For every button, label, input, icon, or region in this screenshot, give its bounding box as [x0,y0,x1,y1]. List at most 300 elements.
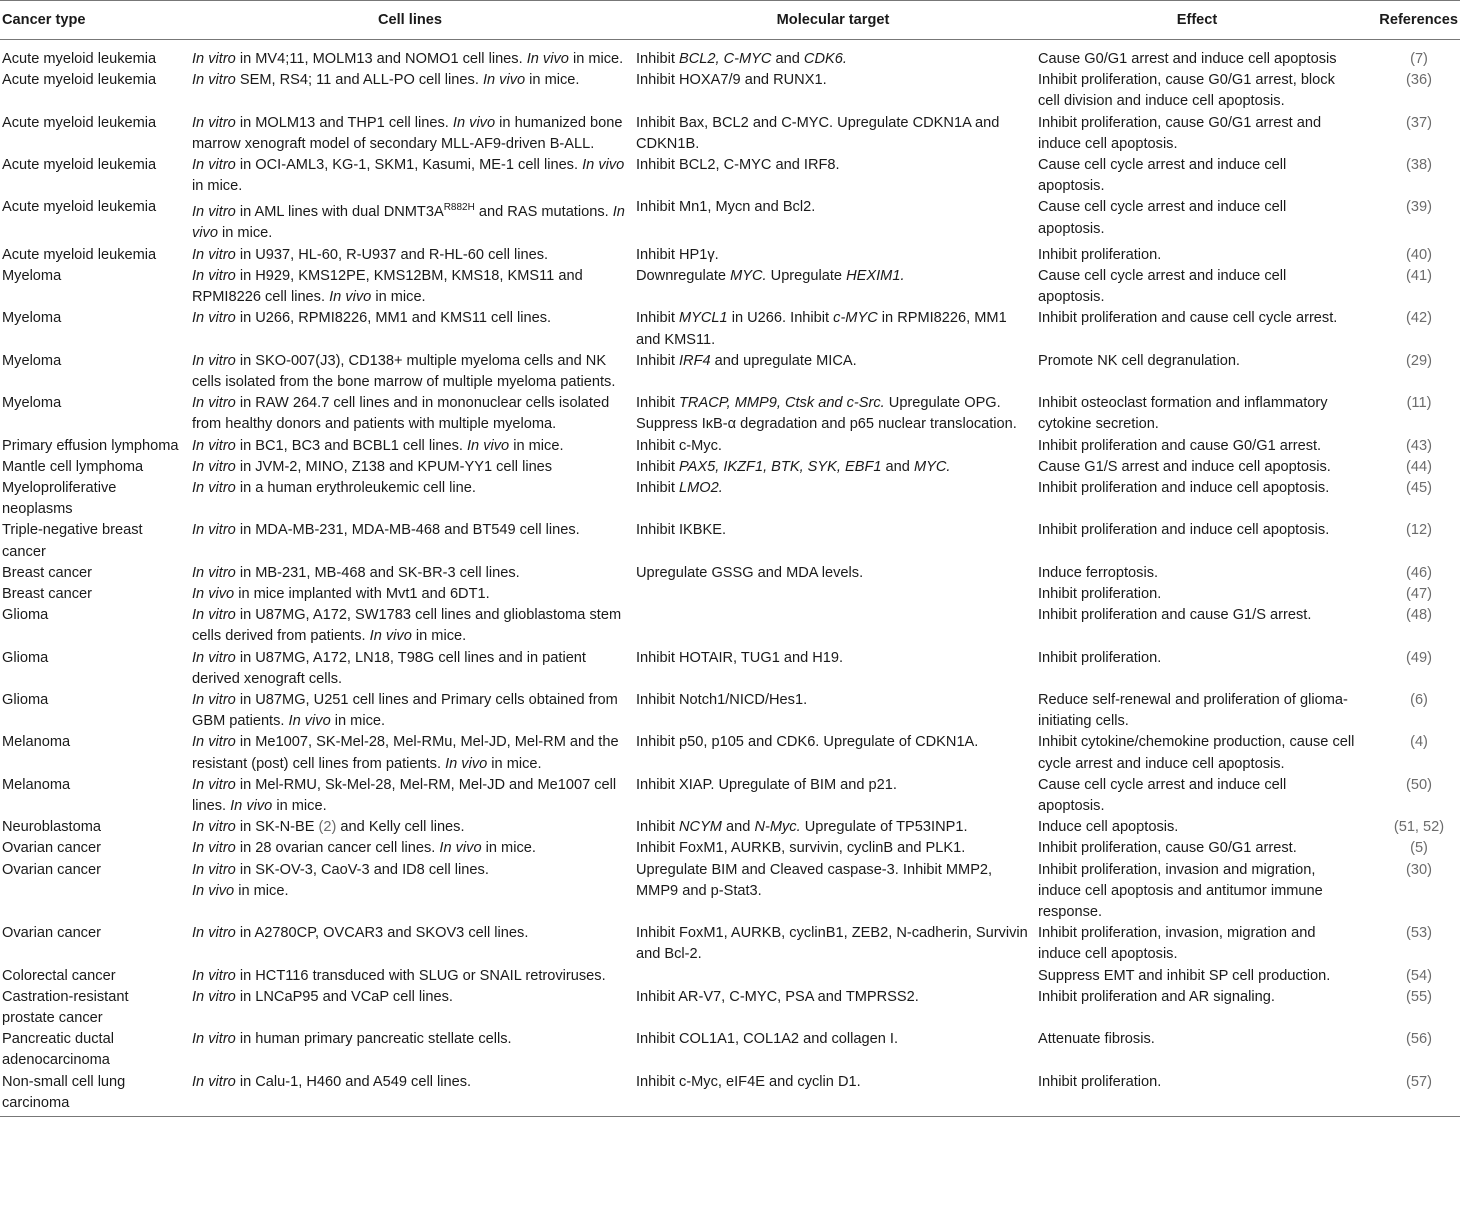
text-segment: in mice. [487,755,542,772]
text-segment: in OCI-AML3, KG-1, SKM1, Kasumi, ME-1 cell lines. [235,157,583,174]
header-references: References [1360,1,1460,40]
text-segment: In vivo [482,72,526,89]
text-segment: in mice implanted with Mvt1 and 6DT1. [234,585,490,602]
cancer-type-cell: Castration-resistant prostate cancer [2,988,129,1026]
reference-cell: (50) [1406,776,1432,793]
cancer-type-cell: Ovarian cancer [2,840,101,857]
text-segment: In vitro [192,114,236,131]
text-segment: Inhibit IKBKE. [636,522,727,539]
cancer-type-cell: Colorectal cancer [2,967,116,984]
text-segment: Inhibit [636,395,679,412]
cancer-type-cell: Myeloma [2,352,62,369]
cancer-type-cell: Neuroblastoma [2,819,101,836]
table-header [0,1,1460,40]
effect-cell: Cause G1/S arrest and induce cell apoptosis. [1038,458,1331,475]
text-segment: Inhibit Notch1/NICD/Hes1. [636,691,808,708]
effect-cell: Inhibit proliferation. [1038,585,1162,602]
text-segment: LMO2. [679,479,723,496]
text-segment: In vitro [192,691,236,708]
cell-lines-cell [188,732,632,774]
text-segment: In vitro [192,522,236,539]
text-segment: MYC. [913,458,951,475]
molecular-target-cell [632,351,1034,393]
text-segment: In vivo [288,713,331,730]
cancer-type-cell: Triple-negative breast cancer [2,522,143,560]
molecular-target-cell [632,584,1034,605]
reference-cell: (55) [1406,988,1432,1005]
table-row [0,563,1460,584]
molecular-target-cell [632,690,1034,732]
text-segment: In vitro [192,819,236,836]
molecular-target-cell [632,197,1034,244]
cell-lines-cell [188,966,632,987]
reference-cell: (36) [1406,72,1432,89]
table-row [0,648,1460,690]
table-row [0,732,1460,774]
cancer-type-cell: Primary effusion lymphoma [2,437,179,454]
text-segment: Inhibit HOXA7/9 and RUNX1. [636,72,827,89]
header-cancer-type: Cancer type [0,1,188,40]
text-segment: in U266, RPMI8226, MM1 and KMS11 cell lines. [235,310,552,327]
cell-lines-cell [188,838,632,859]
cancer-type-cell: Acute myeloid leukemia [2,246,157,263]
molecular-target-cell [632,817,1034,838]
table-row [0,605,1460,647]
text-segment: In vivo [192,882,235,899]
text-segment: and [721,819,755,836]
cancer-type-cell: Myeloma [2,310,62,327]
cell-lines-cell [188,197,632,244]
reference-cell: (46) [1406,564,1432,581]
effect-cell: Promote NK cell degranulation. [1038,352,1240,369]
text-segment: c-MYC [833,310,878,327]
text-segment: Inhibit AR-V7, C-MYC, PSA and TMPRSS2. [636,988,919,1005]
cancer-type-cell: Myeloproliferative neoplasms [2,479,117,518]
table-body [0,40,1460,1117]
text-segment: in RPMI8226, MM1 and KMS11. [636,310,1007,348]
text-segment: in mice. [481,840,536,857]
cell-lines-cell [188,351,632,393]
effect-cell: Inhibit proliferation. [1034,1072,1360,1117]
reference-cell: (49) [1406,649,1432,666]
cell-lines-cell [188,478,632,520]
cancer-type-cell: Glioma [2,607,49,624]
molecular-target-cell [632,308,1034,350]
text-segment: in human primary pancreatic stellate cells. [235,1031,512,1048]
text-segment: Inhibit XIAP. Upregulate of BIM and p21. [636,776,897,793]
text-segment: in LNCaP95 and VCaP cell lines. [235,988,453,1005]
text-segment: in JVM-2, MINO, Z138 and KPUM-YY1 cell lines [235,458,553,475]
cell-lines-cell [188,245,632,266]
text-segment: BCL2, C-MYC [679,51,772,67]
text-segment: Inhibit p50, p105 and CDK6. Upregulate of CDKN1A. [636,734,979,751]
text-segment: in MDA-MB-231, MDA-MB-468 and BT549 cell lines. [235,522,580,539]
cancer-type-cell: Acute myeloid leukemia [2,72,157,89]
molecular-target-cell [632,457,1034,478]
cell-lines-cell [188,648,632,690]
effect-cell: Inhibit proliferation, cause G0/G1 arrest and induce cell apoptosis. [1038,114,1322,152]
text-segment: In vivo [452,114,496,131]
text-segment: Upregulate [766,267,847,284]
table-row [0,584,1460,605]
molecular-target-cell [632,732,1034,774]
header-effect: Effect [1034,1,1360,40]
table-row [0,393,1460,435]
text-segment: MYCL1 [679,310,728,327]
text-segment: In vivo [582,157,625,174]
reference-cell: (41) [1406,267,1432,284]
reference-cell: (30) [1406,861,1432,878]
cell-lines-cell [188,987,632,1029]
cell-lines-cell [188,1029,632,1071]
text-segment: in Calu-1, H460 and A549 cell lines. [235,1073,472,1090]
table-row [0,520,1460,562]
cell-lines-cell [188,817,632,838]
text-segment: Upregulate BIM and Cleaved caspase-3. Inhibit MMP2, MMP9 and p-Stat3. [636,861,993,899]
effect-cell: Inhibit proliferation. [1038,649,1162,666]
reference-cell: (54) [1406,967,1432,984]
text-segment: Upregulate of TP53INP1. [800,819,968,836]
text-segment: MYC. [730,267,767,284]
text-segment: in AML lines with dual DNMT3A [235,204,444,221]
text-segment: In vitro [192,352,236,369]
text-segment: in A2780CP, OVCAR3 and SKOV3 cell lines. [235,925,529,942]
table-row [0,113,1460,155]
text-segment: in SK-OV-3, CaoV-3 and ID8 cell lines. [235,861,489,878]
molecular-target-cell [632,838,1034,859]
reference-cell: (7) [1410,51,1428,67]
text-segment: In vitro [192,51,236,67]
text-segment: in SKO-007(J3), CD138+ multiple myeloma cells and NK cells isolated from the bone marrow of multiple myeloma patients. [192,352,616,390]
text-segment: Inhibit c-Myc, eIF4E and cyclin D1. [636,1073,861,1090]
text-segment: In vitro [192,72,236,89]
effect-cell: Inhibit proliferation and cause cell cycle arrest. [1038,310,1338,327]
text-segment: Inhibit BCL2, C-MYC and IRF8. [636,157,840,174]
text-segment: in U87MG, U251 cell lines and Primary cells obtained from GBM patients. [192,691,618,730]
table-row [0,817,1460,838]
cell-lines-cell [188,393,632,435]
text-segment: in mice. [371,289,426,306]
text-segment: In vitro [192,1031,236,1048]
effect-cell: Cause cell cycle arrest and induce cell apoptosis. [1038,199,1287,237]
reference-cell: (56) [1406,1031,1432,1048]
reference-cell: (37) [1406,114,1432,131]
table-row [0,155,1460,197]
text-segment: In vitro [192,204,236,221]
text-segment: Inhibit c-Myc. [636,437,722,454]
text-segment: PAX5, IKZF1, BTK, SYK, EBF1 [679,458,882,475]
text-segment: In vitro [192,840,236,857]
cell-lines-cell [188,113,632,155]
text-segment: in mice. [330,713,386,730]
cancer-type-cell: Myeloma [2,395,62,412]
cell-lines-cell [188,40,632,71]
cancer-type-cell: Acute myeloid leukemia [2,114,157,131]
text-segment: (2) [318,819,337,836]
text-segment: In vitro [192,395,236,412]
molecular-target-cell [632,966,1034,987]
table-row [0,70,1460,112]
text-segment: Inhibit [636,458,679,475]
text-segment: Inhibit Mn1, Mycn and Bcl2. [636,199,816,216]
molecular-target-cell [632,40,1034,71]
text-segment: TRACP, MMP9, Ctsk and c-Src. [679,395,885,412]
table-row [0,987,1460,1029]
cancer-type-cell: Melanoma [2,734,71,751]
table-row [0,690,1460,732]
text-segment: Inhibit [636,352,679,369]
cancer-type-cell: Melanoma [2,776,71,793]
table-row [0,923,1460,965]
cancer-type-cell: Ovarian cancer [2,925,101,942]
reference-cell: (44) [1406,458,1432,475]
cell-lines-cell [188,923,632,965]
effect-cell: Induce cell apoptosis. [1038,819,1179,836]
text-segment: Upregulate OPG. Suppress IκB-α degradation and p65 nuclear translocation. [636,395,1017,433]
molecular-target-cell [632,923,1034,965]
text-segment: in a human erythroleukemic cell line. [235,479,476,496]
text-segment: in Mel-RMU, Sk-Mel-28, Mel-RM, Mel-JD and Me1007 cell lines. [192,776,617,814]
table-row [0,457,1460,478]
header-molecular-target: Molecular target [632,1,1034,40]
molecular-target-cell [632,266,1034,308]
table-row [0,40,1460,71]
effect-cell: Inhibit proliferation, invasion and migration, induce cell apoptosis and antitumor immune response. [1038,861,1323,920]
effect-cell: Suppress EMT and inhibit SP cell production. [1038,967,1331,984]
text-segment: SEM, RS4; 11 and ALL-PO cell lines. [235,72,483,89]
reference-cell: (38) [1406,157,1432,174]
reference-cell: (5) [1410,840,1428,857]
effect-cell: Inhibit proliferation and cause G0/G1 arrest. [1038,437,1322,454]
effect-cell: Cause cell cycle arrest and induce cell apoptosis. [1038,776,1287,814]
effect-cell: Inhibit proliferation. [1038,246,1162,263]
cell-lines-cell [188,775,632,817]
effect-cell: Cause G0/G1 arrest and induce cell apoptosis [1038,51,1337,67]
text-segment: in RAW 264.7 cell lines and in mononuclear cells isolated from healthy donors and patients with multiple myeloma. [192,395,610,433]
cell-lines-cell [188,520,632,562]
text-segment: in mice. [568,51,624,67]
text-segment: In vivo [466,437,510,454]
text-segment: in mice. [411,628,467,645]
effect-cell: Inhibit osteoclast formation and inflammatory cytokine secretion. [1038,395,1328,433]
text-segment: in mice. [525,72,580,89]
text-segment: In vitro [192,157,236,174]
cell-lines-cell [188,605,632,647]
text-segment: in U937, HL-60, R-U937 and R-HL-60 cell lines. [235,246,549,263]
table-row [0,436,1460,457]
reference-cell: (39) [1406,199,1432,216]
reference-cell: (42) [1406,310,1432,327]
effect-cell: Inhibit cytokine/chemokine production, cause cell cycle arrest and induce cell apoptosis. [1038,734,1355,772]
table-row [0,266,1460,308]
text-segment: In vitro [192,988,236,1005]
cancer-type-cell: Acute myeloid leukemia [2,199,157,216]
text-segment: in mice. [217,225,273,242]
text-segment: In vitro [192,564,236,581]
text-segment: In vitro [192,861,236,878]
text-segment: In vitro [192,607,236,624]
header-cell-lines: Cell lines [188,1,632,40]
text-segment: in MOLM13 and THP1 cell lines. [235,114,453,131]
text-segment: in HCT116 transduced with SLUG or SNAIL retroviruses. [235,967,606,984]
cell-lines-cell [188,70,632,112]
text-segment: in U87MG, A172, SW1783 cell lines and glioblastoma stem cells derived from patients. [192,607,622,645]
cancer-type-cell: Ovarian cancer [2,861,101,878]
reference-cell: (40) [1406,246,1432,263]
molecular-target-cell [632,436,1034,457]
effect-cell: Inhibit proliferation, cause G0/G1 arrest. [1038,840,1297,857]
cancer-type-cell: Acute myeloid leukemia [2,157,157,174]
text-segment: in mice. [509,437,564,454]
effect-cell: Inhibit proliferation and induce cell apoptosis. [1038,479,1330,496]
reference-cell: (6) [1410,691,1428,708]
text-segment: in U266. Inhibit [727,310,834,327]
text-segment: In vitro [192,479,236,496]
molecular-target-cell [632,563,1034,584]
cell-lines-cell [188,266,632,308]
text-segment: in MB-231, MB-468 and SK-BR-3 cell lines. [235,564,520,581]
reference-cell: (43) [1406,437,1432,454]
text-segment: and RAS mutations. [474,204,613,221]
reference-cell: (47) [1406,585,1432,602]
text-segment: in mice. [272,797,327,814]
text-segment: In vivo [445,755,488,772]
molecular-target-cell [632,478,1034,520]
reference-cell: (53) [1406,925,1432,942]
table-row [0,478,1460,520]
text-segment: R882H [443,202,475,214]
molecular-target-cell [632,605,1034,647]
molecular-target-cell [632,1029,1034,1071]
text-segment: in humanized bone marrow xenograft model of secondary MLL-AF9-driven B-ALL. [192,114,623,152]
molecular-target-cell [632,860,1034,924]
cell-lines-cell [188,1072,632,1117]
reference-cell: (12) [1406,522,1432,539]
cancer-type-cell: Pancreatic ductal adenocarcinoma [2,1031,114,1069]
molecular-target-cell [632,155,1034,197]
text-segment: in 28 ovarian cancer cell lines. [235,840,440,857]
cancer-type-cell: Breast cancer [2,564,93,581]
molecular-target-cell [632,393,1034,435]
cell-lines-cell [188,584,632,605]
cell-lines-cell [188,860,632,924]
table-row [0,1029,1460,1071]
cell-lines-cell [188,155,632,197]
text-segment: HEXIM1. [846,267,905,284]
text-segment: in mice. [234,882,289,899]
text-segment: in H929, KMS12PE, KMS12BM, KMS18, KMS11 and RPMI8226 cell lines. [192,267,583,306]
text-segment: Inhibit COL1A1, COL1A2 and collagen I. [636,1031,899,1048]
molecular-target-cell [632,520,1034,562]
text-segment: In vivo [439,840,482,857]
text-segment: Inhibit [636,479,679,496]
text-segment: Inhibit FoxM1, AURKB, cyclinB1, ZEB2, N-cadherin, Survivin and Bcl-2. [636,925,1028,963]
cancer-type-cell: Glioma [2,649,49,666]
text-segment: In vitro [192,458,236,475]
text-segment: in MV4;11, MOLM13 and NOMO1 cell lines. [235,51,527,67]
text-segment: Inhibit FoxM1, AURKB, survivin, cyclinB and PLK1. [636,840,966,857]
text-segment: IRF4 [679,352,711,369]
effect-cell: Cause cell cycle arrest and induce cell apoptosis. [1038,157,1287,195]
reference-cell: (11) [1406,395,1432,412]
table-row [0,1072,1460,1117]
text-segment: In vitro [192,310,236,327]
cell-lines-cell [188,436,632,457]
text-segment: and Kelly cell lines. [336,819,465,836]
text-segment: In vitro [192,246,236,263]
table-row [0,245,1460,266]
text-segment: CDK6. [803,51,847,67]
text-segment: Inhibit [636,51,679,67]
text-segment: In vitro [192,776,236,793]
reference-cell: (57) [1360,1072,1460,1117]
text-segment: in BC1, BC3 and BCBL1 cell lines. [235,437,467,454]
text-segment: In vivo [369,628,412,645]
text-segment: In vivo [230,797,273,814]
table-row [0,838,1460,859]
effect-cell: Inhibit proliferation and AR signaling. [1038,988,1275,1005]
reference-cell: (45) [1406,479,1432,496]
table-row [0,775,1460,817]
reference-cell: (29) [1406,352,1432,369]
cancer-type-cell: Mantle cell lymphoma [2,458,144,475]
text-segment: Downregulate [636,267,731,284]
cancer-type-cell: Myeloma [2,267,62,284]
text-segment: In vivo [192,585,235,602]
text-segment: Inhibit [636,819,679,836]
table-row [0,860,1460,924]
text-segment: In vivo [329,289,372,306]
molecular-target-cell [632,775,1034,817]
text-segment: In vitro [192,437,236,454]
effect-cell: Inhibit proliferation, cause G0/G1 arrest, block cell division and induce cell apoptosis. [1038,72,1335,110]
cell-lines-cell [188,563,632,584]
reference-cell: (48) [1406,607,1432,624]
table-row [0,966,1460,987]
text-segment: in mice. [192,178,243,195]
text-segment: and [881,458,914,475]
text-segment: In vitro [192,649,236,666]
effect-cell: Induce ferroptosis. [1038,564,1159,581]
molecular-target-cell [632,245,1034,266]
text-segment: Inhibit [636,310,679,327]
text-segment: and upregulate MICA. [710,352,857,369]
text-segment: Inhibit HOTAIR, TUG1 and H19. [636,649,844,666]
table-row [0,197,1460,244]
text-segment: in U87MG, A172, LN18, T98G cell lines and in patient derived xenograft cells. [192,649,586,687]
text-segment: Upregulate GSSG and MDA levels. [636,564,864,581]
table-row [0,351,1460,393]
text-segment: NCYM [679,819,722,836]
reference-cell: (4) [1410,734,1428,751]
effect-cell: Cause cell cycle arrest and induce cell apoptosis. [1038,267,1287,306]
effect-cell: Inhibit proliferation and induce cell apoptosis. [1038,522,1330,539]
molecular-target-cell [632,70,1034,112]
cancer-type-cell: Breast cancer [2,585,93,602]
text-segment: in Me1007, SK-Mel-28, Mel-RMu, Mel-JD, Mel-RM and the resistant (post) cell lines from patients. [192,734,619,772]
text-segment: in SK-N-BE [235,819,319,836]
cancer-type-cell: Acute myeloid leukemia [2,51,157,67]
effect-cell: Inhibit proliferation and cause G1/S arrest. [1038,607,1312,624]
molecular-target-cell [632,648,1034,690]
text-segment: In vitro [192,734,236,751]
header-row [0,1,1460,40]
molecular-target-cell [632,987,1034,1029]
cell-lines-cell [188,308,632,350]
text-segment: Inhibit Bax, BCL2 and C-MYC. Upregulate CDKN1A and CDKN1B. [636,114,1000,152]
text-segment: and [771,51,804,67]
text-segment: Inhibit HP1γ. [636,246,719,263]
